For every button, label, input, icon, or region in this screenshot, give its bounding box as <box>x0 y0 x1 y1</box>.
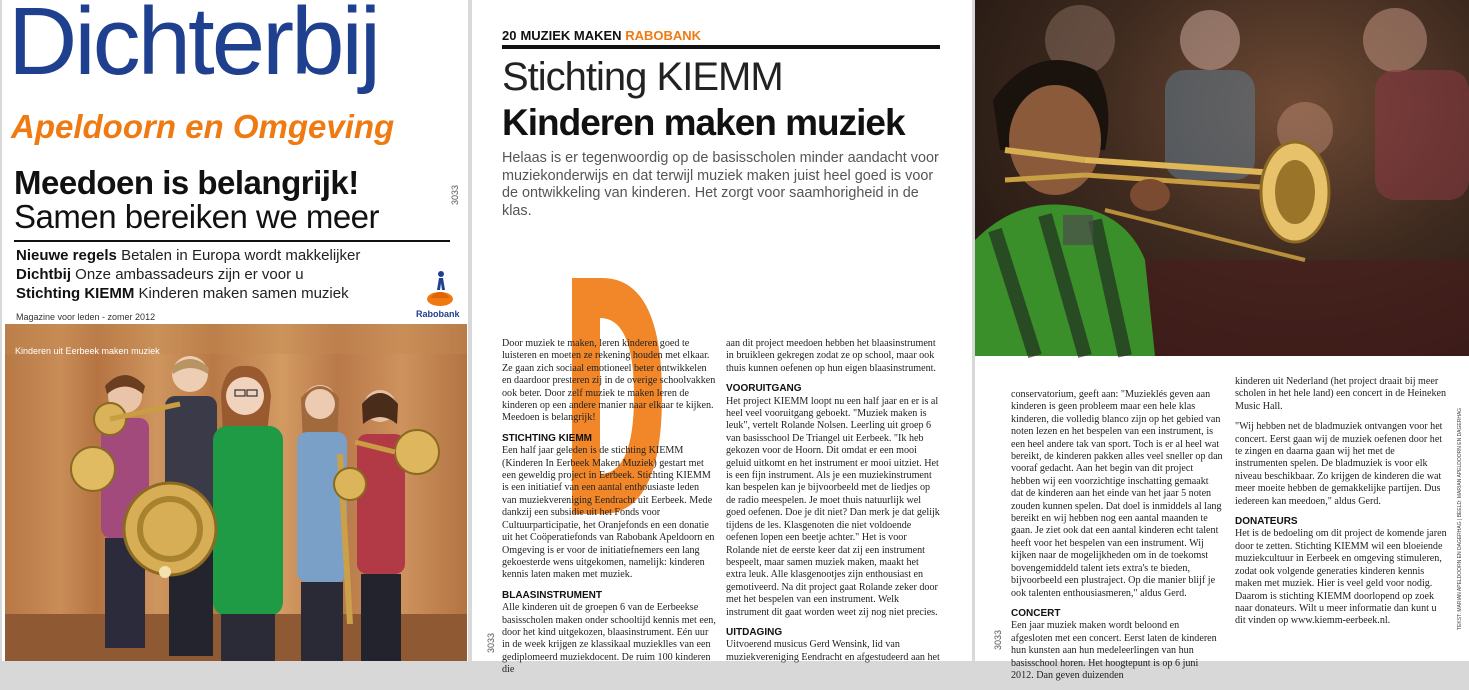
cover-page <box>2 0 468 661</box>
photo-caption: Kinderen uit Eerbeek maken muziek <box>15 346 160 356</box>
boy-playing-trombone-image <box>975 0 1469 356</box>
paragraph: Uitvoerend musicus Gerd Wensink, lid van muziekvereniging Eendracht en afgestudeerd aan het <box>726 639 940 663</box>
cover-item-label: Stichting KIEMM <box>16 285 135 302</box>
cover-item <box>16 284 360 303</box>
article-page <box>472 0 972 676</box>
article-column-2 <box>726 338 940 672</box>
cover-item <box>16 265 360 284</box>
paragraph: Door muziek te maken, leren kinderen goed te luisteren en moeten ze rekening houden met elkaar. Ze gaan zich sociaal emotioneel beter ontwikkelen en daardoor presteren zij in de overige schoolvakken ook beter. Door zelf muziek te maken leren de kinderen op een andere manier naar elkaar te kijken. Meedoen is belangrijk! <box>502 338 716 424</box>
masthead-subtitle: Apeldoorn en Omgeving <box>11 108 395 145</box>
subheading: CONCERT <box>1011 607 1061 619</box>
right-side-code: 3033 <box>993 629 1003 650</box>
rabobank-logo-icon <box>422 268 458 308</box>
paragraph: Een half jaar geleden is de stichting KIEMM (Kinderen In Eerbeek Maken Muziek) gestart met een geweldig project in Eerbeek. Stichting KIEMM is een initiatief van een aantal enthousiaste leden van muziekvereniging Eendracht uit Eerbeek. Mede dankzij een subsidie uit het Fonds voor Cultuurparticipatie, het Oranjefonds en een donatie uit het Coöperatiefonds van Rabobank Apeldoorn en Omgeving is er voor de initiatiefnemers een lang gekoesterde wens uitgekomen, namelijk: kinderen kennis laten maken met muziek. <box>502 445 715 581</box>
article-side-code: 3033 <box>486 632 496 653</box>
cover-item-label: Nieuwe regels <box>16 247 117 264</box>
article-title: Kinderen maken muziek <box>502 102 905 143</box>
paragraph: Het is de bedoeling om dit project de komende jaren door te zetten. Stichting KIEMM wil een bloeiende muziekcultuur in Eerbeek en omgeving stimuleren, zodat ook volgende generaties kinderen kennis maken met muziek. Hier is veel geld voor nodig. Daarom is stichting KIEMM doorlopend op zoek naar donateurs. Wilt u meer informatie dan kunt u dit vinden op www.kiemm-eerbeek.nl. <box>1235 528 1447 627</box>
subheading: DONATEURS <box>1235 516 1298 528</box>
cover-item-text: Kinderen maken samen muziek <box>138 285 349 302</box>
brand-name: Rabobank <box>416 309 460 319</box>
page-number: 20 <box>502 28 517 43</box>
paragraph: Een jaar muziek maken wordt beloond en afgesloten met een concert. Eerst laten de kinderen hun kunsten aan hun medeleerlingen van hun basisschool horen. Het hoogtepunt is op 6 juni 2012. Dan geven duizenden <box>1011 620 1217 681</box>
article-kicker: Stichting KIEMM <box>502 55 783 99</box>
paragraph: Alle kinderen uit de groepen 6 van de Eerbeekse basisscholen maken onder schooltijd kennis met een, door het kind uitgekozen, blaasinstrument. Eén uur in de week krijgen ze klassikaal muzieklles van een gediplomeerd muziekdocent. De ruim 100 kinderen die <box>502 602 716 676</box>
section-brand: RABOBANK <box>625 28 702 43</box>
cover-divider <box>14 240 450 242</box>
subheading: UITDAGING <box>726 626 783 638</box>
cover-item <box>16 246 360 265</box>
section-header <box>502 28 701 43</box>
cover-headline: Meedoen is belangrijk! <box>14 164 359 201</box>
paragraph: Het project KIEMM loopt nu een half jaar en er is al heel veel vooruitgang geboekt. "Muziek maken is leuk", vertelt Rolande Nolsen. Leerling uit groep 6 van basisschool De Triangel uit Eerbeek. "Ik heb gekozen voor de Hoorn. Dit omdat er een mooi geluid uitkomt en het instrument er mooi uitziet. Het is een fijn instrument. Als je een muziekinstrument kan bespelen kan je bijvoorbeeld met de liedjes op de radio meespelen. Je moet thuis natuurlijk wel goed oefenen. Doe je dit niet? Dan merk je dat gelijk tijdens de les. Klasgenoten die niet voldoende oefenen lopen een beetje achter." Het is voor Rolande niet de eerste keer dat zij een instrument bespeelt, maar samen muziek maken, maakt het extra leuk. Alle klasgenootjes zijn enthousiast en gemotiveerd. Na dit project gaat Rolande zeker door met het bespelen van een instrument. Welk instrument dit gaat worden weet zij nog niet precies. <box>726 395 940 618</box>
masthead: Dichterbij <box>8 0 379 95</box>
subheading: STICHTING KIEMM <box>502 432 592 444</box>
cover-item-label: Dichtbij <box>16 266 71 283</box>
paragraph: aan dit project meedoen hebben het blaasinstrument in bruikleen gekregen zodat ze op school, maar ook thuis kunnen oefenen op hun eigen blaasinstrument. <box>726 338 936 374</box>
subheading: VOORUITGANG <box>726 383 802 395</box>
cover-contents <box>16 246 360 303</box>
paragraph: conservatorium, geeft aan: "Muzieklés geven aan kinderen is geen probleem maar een hele klas kinderen, die volledig blanco zijn op het gebied van noten lezen en het bespelen van een instrument, is een heel andere tak van sport. Toch is er al heel wat bereikt, de kinderen pakken alles veel sneller op dan vooraf gedacht. Aan het begin van dit project hebben wij een voorzichtige inschatting gemaakt dat de kinderen aan het einde van het jaar 5 noten zouden kunnen spelen. Dat doel is inmiddels al lang bereikt en wij hebben nog een aantal maanden te gaan. Je ziet ook dat een aantal kinderen echt talent heeft voor het bespelen van een instrument. Wij kijken naar de mogelijkheden om in de toekomst bovengemiddeld talent iets extra's te bieden, bijvoorbeeld een plustraject. Op die manier blijf je ook talenten enthousiasmeren," aldus Gerd. <box>1011 389 1223 599</box>
cover-photo <box>5 324 467 661</box>
cover-item-text: Onze ambassadeurs zijn er voor u <box>75 266 304 283</box>
article-column-1 <box>502 338 716 685</box>
paragraph: kinderen uit Nederland (het project draait bij meer scholen in het hele land) een concert in de Heineken Music Hall. <box>1235 376 1447 412</box>
cover-item-text: Betalen in Europa wordt makkelijker <box>121 247 361 264</box>
trombone-photo <box>975 0 1469 356</box>
cover-subheadline: Samen bereiken we meer <box>14 198 380 235</box>
subheading: BLAASINSTRUMENT <box>502 589 602 601</box>
article-lead: Helaas is er tegenwoordig op de basisscholen minder aandacht voor muziekonderwijs en dat terwijl muziek maken juist heel goed is voor de ontwikkeling van kinderen. Het zorgt voor saamhorigheid in de klas. <box>502 150 939 219</box>
right-page <box>975 0 1469 681</box>
cover-side-code: 3033 <box>450 184 460 205</box>
paragraph: "Wij hebben net de bladmuziek ontvangen voor het concert. Eerst gaan wij de muziek oefenen door het te zingen en daarna gaan wij het met de instrumenten spelen. De bladmuziek is voor elk niveau beschikbaar. Zo krijgen de kinderen die wat meer moeite hebben de gemakkelijke partijen. Dus iedereen kan meedoen," aldus Gerd. <box>1235 421 1443 507</box>
children-with-brass-instruments-image <box>5 324 467 661</box>
article-column-3 <box>1011 389 1223 690</box>
article-column-4 <box>1235 376 1447 636</box>
section-rule <box>502 45 940 49</box>
photo-credit: TEKST: MARIAN APELDOORN EN DAGERHAG | BEELD: MARIAN APELDOORN EN DAGERHAG <box>1457 407 1463 630</box>
section-name: MUZIEK MAKEN <box>520 28 622 43</box>
magazine-edition: Magazine voor leden - zomer 2012 <box>16 312 156 322</box>
